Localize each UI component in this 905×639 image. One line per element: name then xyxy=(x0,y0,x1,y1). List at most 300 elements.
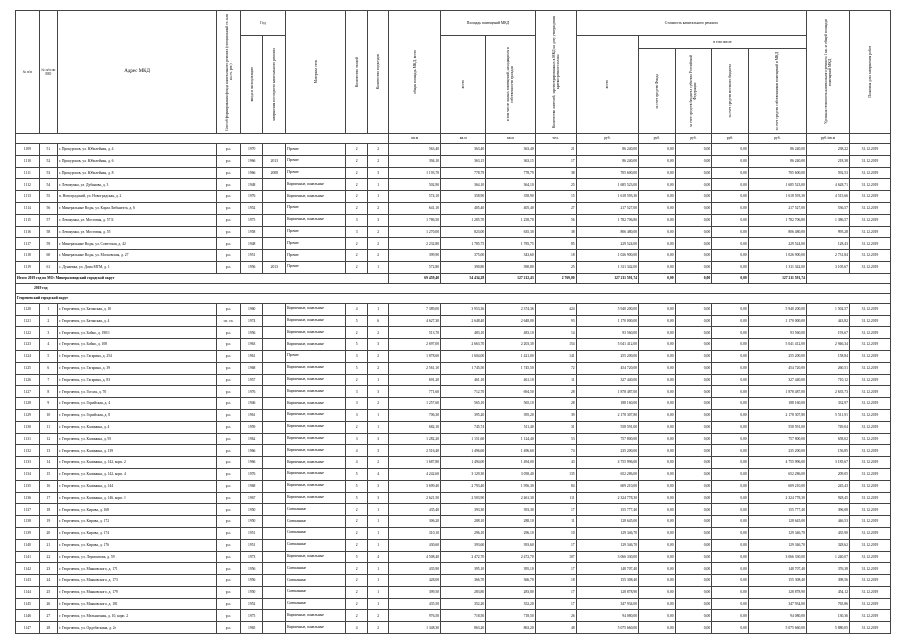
table-cell: Кирпичные, панельные xyxy=(286,409,346,421)
table-cell: 2013 xyxy=(263,155,286,167)
table-cell: 2 635,73 xyxy=(806,386,849,398)
table-cell: 1139 xyxy=(16,527,40,539)
table-cell: 2 xyxy=(367,250,389,262)
table-cell: Кирпичные, панельные xyxy=(286,398,346,410)
table-cell: 0,00 xyxy=(639,409,676,421)
table-cell: 1948 xyxy=(240,238,263,250)
table-cell: Кирпичные, панельные xyxy=(286,421,346,433)
table-cell: 2 xyxy=(367,202,389,214)
table-row xyxy=(16,214,891,226)
header-area-living: в том числе жилых помещений, находящихся в собственности граждан xyxy=(486,36,536,134)
table-cell: 0,00 xyxy=(675,226,712,238)
table-cell: 376,38 xyxy=(806,563,849,575)
table-cell: 129 346,70 xyxy=(576,527,638,539)
table-cell: 1122 xyxy=(16,327,40,339)
table-cell: Прочие xyxy=(286,167,346,179)
total-value: 127 212,43 xyxy=(486,273,536,283)
table-cell: 558 591,00 xyxy=(576,421,638,433)
table-cell: 0,00 xyxy=(639,539,676,551)
table-cell: 1135 xyxy=(16,480,40,492)
table-cell: 2 xyxy=(346,250,368,262)
table-cell: 25 xyxy=(39,586,57,598)
table-cell xyxy=(263,610,286,622)
table-cell: Кирпичные, панельные xyxy=(286,327,346,339)
table-cell: р.о. xyxy=(217,144,241,156)
table-cell: г. Георгиевск, ул. Мельничная, д. 10, корп. 2 xyxy=(57,610,216,622)
table-cell: 1 618 593,30 xyxy=(576,191,638,203)
table-cell: 60 xyxy=(39,250,57,262)
table-cell: 0,00 xyxy=(639,480,676,492)
table-cell: 31.12.2019 xyxy=(849,527,890,539)
table-cell: 0,00 xyxy=(675,504,712,516)
table-cell: 1138 xyxy=(16,516,40,528)
table-cell: 0,00 xyxy=(712,303,749,315)
table-cell: 343,60 xyxy=(486,250,536,262)
table-cell: 74 xyxy=(535,445,576,457)
table-cell: 0,00 xyxy=(639,398,676,410)
table-cell: 93 xyxy=(535,315,576,327)
total-value: 127 211 591,74 xyxy=(748,273,806,283)
table-cell: 4 xyxy=(367,551,389,563)
table-cell: 31.12.2019 xyxy=(849,303,890,315)
table-cell: 3 699,40 xyxy=(389,480,441,492)
table-cell: 31.12.2019 xyxy=(849,250,890,262)
table-cell: 358,90 xyxy=(441,191,486,203)
table-cell: 635,30 xyxy=(486,226,536,238)
table-cell: 1956 xyxy=(240,327,263,339)
table-cell: 0,00 xyxy=(639,527,676,539)
table-cell: 1 496,60 xyxy=(441,445,486,457)
table-cell: Прочие xyxy=(286,144,346,156)
table-cell: 0,00 xyxy=(675,374,712,386)
table-cell: 148 707,40 xyxy=(576,563,638,575)
table-cell: 394,10 xyxy=(389,155,441,167)
table-cell: Кирпичные, панельные xyxy=(286,468,346,480)
table-cell: 94 080,00 xyxy=(576,610,638,622)
table-cell: 0,00 xyxy=(675,339,712,351)
table-cell: 705 600,00 xyxy=(576,167,638,179)
table-cell: 27 xyxy=(535,202,576,214)
table-cell: 1 xyxy=(367,374,389,386)
table-cell: г. Георгиевск, ул. Кирова, д. 174 xyxy=(57,527,216,539)
table-cell: Прочие xyxy=(286,350,346,362)
table-cell: 0,00 xyxy=(712,261,749,273)
table-cell: 1 782 706,80 xyxy=(576,214,638,226)
table-cell: 255 200,00 xyxy=(576,350,638,362)
table-cell: 111 xyxy=(535,492,576,504)
table-cell: 4 xyxy=(346,303,368,315)
table-cell: 0,00 xyxy=(639,610,676,622)
table-cell: 255 200,00 xyxy=(748,350,806,362)
table-cell: 2 516,40 xyxy=(389,445,441,457)
table-cell: 3 xyxy=(367,492,389,504)
table-cell: 0,00 xyxy=(712,202,749,214)
table-cell: р.о. xyxy=(217,551,241,563)
table-cell: 0,00 xyxy=(639,315,676,327)
table-cell: 483,10 xyxy=(441,327,486,339)
table-cell: 310,10 xyxy=(389,527,441,539)
table-cell: 718,50 xyxy=(441,610,486,622)
table-cell: 1950 xyxy=(240,516,263,528)
table-cell: 823,00 xyxy=(441,226,486,238)
table-cell: 1130 xyxy=(16,421,40,433)
repair-plan-table xyxy=(15,10,891,634)
header-cost-budget-region: за счет средств бюджета субъекта Российской Федерации xyxy=(675,49,712,134)
table-cell: 0,00 xyxy=(675,144,712,156)
table-cell: г. Прокурсков, ул. Юбилейная, д. 4 xyxy=(57,144,216,156)
table-cell: 5 xyxy=(39,350,57,362)
table-cell: 2 178 307,80 xyxy=(748,409,806,421)
table-cell: 454 720,00 xyxy=(748,362,806,374)
table-cell: 0,00 xyxy=(712,457,749,469)
table-cell: 574,10 xyxy=(389,191,441,203)
table-cell: 1 xyxy=(367,261,389,273)
table-cell: г. Георгиевск, ул. Маяковского, д. 171 xyxy=(57,563,216,575)
table-cell: 31.12.2019 xyxy=(849,214,890,226)
table-cell: Смешанные xyxy=(286,563,346,575)
table-cell: 3 xyxy=(346,398,368,410)
table-cell: 53 xyxy=(39,167,57,179)
table-cell: 0,00 xyxy=(675,214,712,226)
table-cell: 4 xyxy=(346,622,368,634)
table-cell: 1970 xyxy=(240,144,263,156)
table-cell: 188 160,00 xyxy=(748,398,806,410)
table-cell: 3 185,67 xyxy=(806,457,849,469)
table-cell: 393,30 xyxy=(486,504,536,516)
table-cell: 1 956,30 xyxy=(486,480,536,492)
table-cell xyxy=(263,480,286,492)
table-cell: 1951 xyxy=(240,250,263,262)
table-cell: 135 xyxy=(535,468,576,480)
table-cell: 2 xyxy=(367,362,389,374)
table-cell: 4 xyxy=(346,445,368,457)
table-cell: 2 xyxy=(367,226,389,238)
table-cell: Кирпичные, панельные xyxy=(286,445,346,457)
table-cell: 347 934,00 xyxy=(576,598,638,610)
table-row xyxy=(16,527,891,539)
table-cell: 0,00 xyxy=(712,238,749,250)
table-cell: 1951 xyxy=(240,527,263,539)
table-cell: 260,51 xyxy=(806,362,849,374)
table-row xyxy=(16,586,891,598)
table-cell: 565,10 xyxy=(486,398,536,410)
table-cell: 1974 xyxy=(240,315,263,327)
table-cell: 13 xyxy=(39,445,57,457)
table-cell: 0,00 xyxy=(712,179,749,191)
table-cell: Прочие xyxy=(286,261,346,273)
table-cell: 31.12.2019 xyxy=(849,563,890,575)
table-cell: 1950 xyxy=(240,586,263,598)
table-cell: г. Георгиевск, ул. Батакская, д. 10 xyxy=(57,303,216,315)
table-cell: 2 697,00 xyxy=(389,339,441,351)
table-cell xyxy=(263,539,286,551)
table-cell: 2 xyxy=(346,421,368,433)
table-cell xyxy=(263,191,286,203)
table-cell: 1 xyxy=(367,563,389,575)
table-cell: Прочие xyxy=(286,238,346,250)
table-cell: 0,00 xyxy=(712,339,749,351)
table-cell: 21 xyxy=(39,539,57,551)
table-cell: 0,00 xyxy=(712,610,749,622)
table-cell: 11 xyxy=(535,374,576,386)
table-cell: г. Георгиевск, ул. Гагарина, д. 39 xyxy=(57,362,216,374)
table-cell: Кирпичные, панельные xyxy=(286,551,346,563)
table-cell: 0,00 xyxy=(639,457,676,469)
table-cell: 1128 xyxy=(16,398,40,410)
table-cell: 2 xyxy=(367,238,389,250)
table-cell: 0,00 xyxy=(639,144,676,156)
table-cell: 31.12.2019 xyxy=(849,468,890,480)
table-cell xyxy=(263,214,286,226)
table-cell: 995,28 xyxy=(806,226,849,238)
table-cell: 1 494,00 xyxy=(486,457,536,469)
table-cell: р.о. xyxy=(217,202,241,214)
table-cell: 4 xyxy=(367,468,389,480)
table-cell: 0,00 xyxy=(639,433,676,445)
table-cell: 0,00 xyxy=(675,433,712,445)
table-cell: 0,00 xyxy=(639,261,676,273)
table-cell: 2 xyxy=(367,327,389,339)
table-cell: 1 xyxy=(367,504,389,516)
table-cell: 1 193,70 xyxy=(389,167,441,179)
table-cell: р.о. xyxy=(217,386,241,398)
table-cell: г. Георгиевск, ул. Кирова, д. 168 xyxy=(57,504,216,516)
table-cell: 2 xyxy=(346,261,368,273)
table-cell: 38 xyxy=(535,167,576,179)
table-cell: 0,00 xyxy=(639,226,676,238)
table-cell: 2013 xyxy=(263,261,286,273)
table-cell: 563,40 xyxy=(389,144,441,156)
table-cell: 130,36 xyxy=(806,610,849,622)
table-cell: 3 058,40 xyxy=(486,468,536,480)
table-cell: 1110 xyxy=(16,155,40,167)
table-cell: 424 xyxy=(535,303,576,315)
table-cell: 928,45 xyxy=(806,492,849,504)
table-cell: 31.12.2019 xyxy=(849,551,890,563)
table-cell: 155 308,40 xyxy=(576,575,638,587)
table-cell: р.о. xyxy=(217,539,241,551)
table-cell: г. Георгиевск, ул. Маяковского, д. 181 xyxy=(57,598,216,610)
table-cell: 31.12.2019 xyxy=(849,421,890,433)
table-cell: 2 621,50 xyxy=(389,492,441,504)
table-cell: 718,50 xyxy=(486,610,536,622)
table-cell: 17 xyxy=(535,155,576,167)
table-cell: 1 xyxy=(367,527,389,539)
table-cell: 61 xyxy=(39,261,57,273)
header-cost-total: всего xyxy=(576,36,638,134)
table-cell: 592,53 xyxy=(806,167,849,179)
table-cell: 2 xyxy=(367,144,389,156)
table-cell: 15 xyxy=(535,191,576,203)
table-cell: 1976 xyxy=(240,468,263,480)
rows-top xyxy=(16,144,891,274)
table-cell: 17 xyxy=(535,598,576,610)
table-cell: 328,62 xyxy=(806,539,849,551)
table-cell: р.о. xyxy=(217,575,241,587)
table-cell: р.о. xyxy=(217,327,241,339)
table-cell: р.о. xyxy=(217,445,241,457)
table-cell: 0,00 xyxy=(712,433,749,445)
year-row xyxy=(16,283,891,293)
table-cell: 1966 xyxy=(240,167,263,179)
table-cell: 396,08 xyxy=(806,504,849,516)
table-cell: 283,80 xyxy=(441,586,486,598)
table-cell: 31.12.2019 xyxy=(849,374,890,386)
table-cell: 0,00 xyxy=(712,409,749,421)
table-cell: 296,10 xyxy=(486,527,536,539)
table-cell: 0,00 xyxy=(675,350,712,362)
table-cell: 17 xyxy=(535,504,576,516)
table-cell xyxy=(263,327,286,339)
table-cell: 2 232,80 xyxy=(389,238,441,250)
table-cell xyxy=(263,250,286,262)
table-cell: 31.12.2019 xyxy=(849,539,890,551)
table-cell: 2 731,84 xyxy=(806,250,849,262)
table-row xyxy=(16,339,891,351)
table-cell: 26 xyxy=(535,610,576,622)
table-cell: г. Георгиевск, ул. Лермонтова, д. 59 xyxy=(57,551,216,563)
table-cell: 18 xyxy=(535,575,576,587)
table-cell: Кирпичные, панельные xyxy=(286,386,346,398)
table-cell: 3 xyxy=(346,409,368,421)
table-cell: 0,00 xyxy=(712,598,749,610)
table-cell: 1 xyxy=(367,575,389,587)
table-cell: 0,00 xyxy=(712,226,749,238)
table-cell: 2 793,40 xyxy=(441,480,486,492)
table-cell: 3 066 330,00 xyxy=(748,551,806,563)
table-cell: 3 xyxy=(346,386,368,398)
table-cell: 1137 xyxy=(16,504,40,516)
table-cell: 749,04 xyxy=(806,421,849,433)
table-cell: 6 xyxy=(367,315,389,327)
table-cell: 1959 xyxy=(240,421,263,433)
table-cell: 461,10 xyxy=(486,374,536,386)
table-cell: 1948 xyxy=(240,179,263,191)
table-cell: 1146 xyxy=(16,610,40,622)
table-cell: 55 xyxy=(39,191,57,203)
table-cell: 2 xyxy=(346,504,368,516)
table-cell: Кирпичные, панельные xyxy=(286,610,346,622)
table-cell: 1142 xyxy=(16,563,40,575)
table-cell: 863,20 xyxy=(486,622,536,634)
table-cell: 17 xyxy=(535,586,576,598)
table-cell: 52 xyxy=(39,155,57,167)
table-cell: 1 285,70 xyxy=(441,214,486,226)
table-cell: 1968 xyxy=(240,362,263,374)
table-cell: 1967 xyxy=(240,492,263,504)
table-cell: 0,00 xyxy=(639,586,676,598)
table-cell: 128,43 xyxy=(806,238,849,250)
unit-cell: кв.м xyxy=(486,134,536,144)
table-cell: 2 xyxy=(367,457,389,469)
table-cell: 1114 xyxy=(16,202,40,214)
table-cell: 0,00 xyxy=(675,492,712,504)
table-cell: 0,00 xyxy=(712,167,749,179)
table-cell: 148 707,40 xyxy=(748,563,806,575)
table-cell: 352,20 xyxy=(441,598,486,610)
table-cell: г. Георгиевск, ул. Маяковского, д. 179 xyxy=(57,586,216,598)
table-cell: 0,00 xyxy=(639,386,676,398)
table-cell: 5 075 660,00 xyxy=(748,622,806,634)
table-cell: г. Георгиевск, ул. Бойко, д. 190/1 xyxy=(57,327,216,339)
table-cell: 5 940 200,00 xyxy=(576,303,638,315)
table-cell: р.о. xyxy=(217,563,241,575)
table-cell: 757 800,00 xyxy=(748,433,806,445)
table-cell xyxy=(263,563,286,575)
table-cell: 128 878,90 xyxy=(576,586,638,598)
table-cell: 86 240,00 xyxy=(748,144,806,156)
table-cell: 1143 xyxy=(16,575,40,587)
unit-cell: руб. xyxy=(639,134,676,144)
table-cell: 0,00 xyxy=(712,527,749,539)
table-cell: 18 xyxy=(39,504,57,516)
table-cell: 3 129,30 xyxy=(441,468,486,480)
table-row xyxy=(16,179,891,191)
table-cell: 430,60 xyxy=(389,539,441,551)
table-cell: 128 645,00 xyxy=(748,516,806,528)
table-cell: 1 xyxy=(367,179,389,191)
table-cell: Прочие xyxy=(286,155,346,167)
unit-cell: кв.м xyxy=(389,134,441,144)
table-row xyxy=(16,315,891,327)
table-cell: 31.12.2019 xyxy=(849,433,890,445)
table-row xyxy=(16,539,891,551)
header-no-mkd: № п/п по МО xyxy=(39,11,57,134)
document-page xyxy=(15,10,895,634)
table-row xyxy=(16,362,891,374)
table-cell: 31.12.2019 xyxy=(849,492,890,504)
table-cell: 1 170 000,00 xyxy=(748,315,806,327)
table-cell: 399,90 xyxy=(389,250,441,262)
table-cell: 1 026 900,00 xyxy=(576,250,638,262)
table-cell: 10 xyxy=(535,527,576,539)
table-cell: 1 311 342,00 xyxy=(576,261,638,273)
header-residents: Количество жителей, зарегистрированных в МКД на дату утверждения краткосрочного плана xyxy=(535,11,576,134)
table-cell: 229 524,00 xyxy=(576,238,638,250)
table-cell: 31.12.2019 xyxy=(849,398,890,410)
table-cell: р.о. xyxy=(217,179,241,191)
table-cell: Смешанные xyxy=(286,598,346,610)
table-cell: р.о. xyxy=(217,433,241,445)
table-cell xyxy=(263,516,286,528)
table-cell: 778,79 xyxy=(441,167,486,179)
table-cell: 609 210,00 xyxy=(576,480,638,492)
table-cell: 536,57 xyxy=(806,202,849,214)
table-cell xyxy=(263,409,286,421)
table-cell: 2 648,00 xyxy=(486,315,536,327)
table-cell xyxy=(263,362,286,374)
table-cell: 58 xyxy=(39,226,57,238)
table-cell: 358,90 xyxy=(486,191,536,203)
header-area-group: Площадь помещений МКД xyxy=(441,11,536,36)
table-cell: 0,00 xyxy=(712,386,749,398)
table-cell: 0,00 xyxy=(712,516,749,528)
total-value: 0,00 xyxy=(675,273,712,283)
header-fund-method: Способ формирования фонда капитального ремонта (специальный сч. или на сч. рег.) xyxy=(217,11,241,134)
table-cell: 2 324 778,30 xyxy=(748,492,806,504)
table-cell: 1 270,00 xyxy=(389,226,441,238)
table-cell: 2008 xyxy=(263,167,286,179)
table-cell: 3 xyxy=(39,327,57,339)
table-cell: 1125 xyxy=(16,362,40,374)
table-cell: 6 xyxy=(39,362,57,374)
table-cell: 235 200,00 xyxy=(748,445,806,457)
table-cell: 443,82 xyxy=(806,315,849,327)
unit-cell: руб. xyxy=(675,134,712,144)
table-cell xyxy=(263,179,286,191)
table-cell: 1 785,75 xyxy=(486,238,536,250)
table-cell: 0,00 xyxy=(639,421,676,433)
